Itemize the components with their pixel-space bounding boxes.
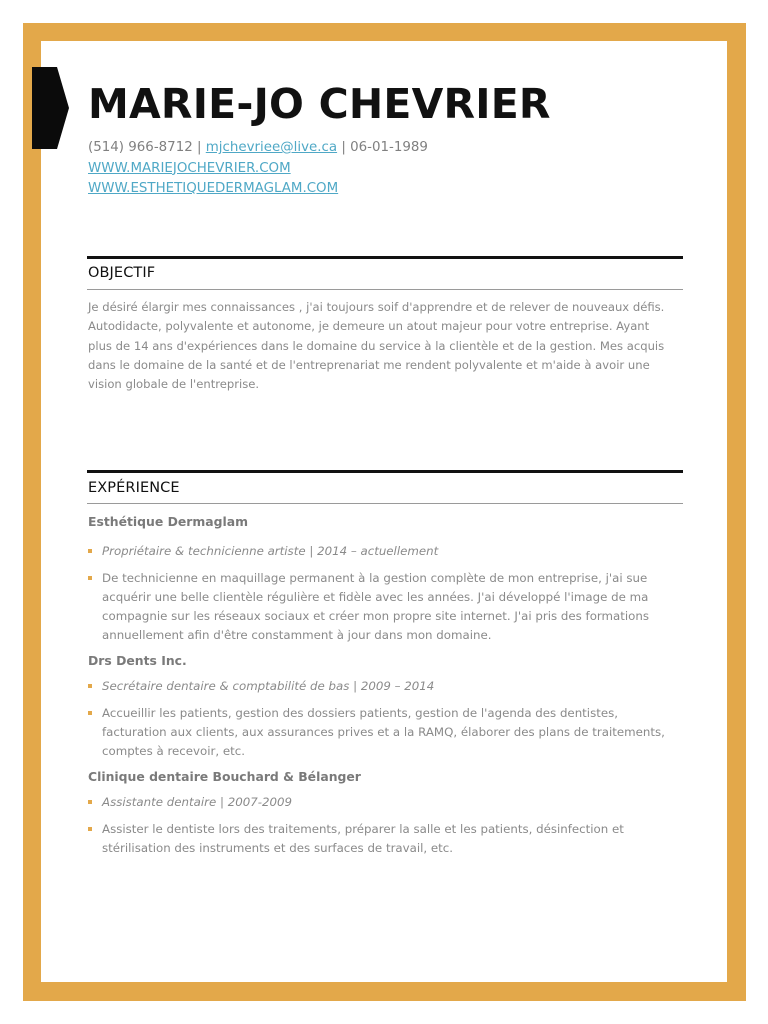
square-bullet-icon (88, 684, 92, 688)
experience-list (88, 512, 678, 858)
job-description-text: De technicienne en maquillage permanent à la gestion complète de mon entreprise, j'ai sue acquérir une belle clientèle régulière et fidèle avec les années. J'ai développé l'image de ma compagnie sur les réseaux sociaux et créer mon propre site internet. J'ai pris des formations annuellement afin d'être constamment à jour dans mon domaine. (102, 571, 650, 642)
job-description-text: Assister le dentiste lors des traitements, préparer la salle et les patients, désinfection et stérilisation des instruments et des surfaces de travail, etc. (102, 822, 624, 855)
job-role (88, 677, 678, 696)
square-bullet-icon (88, 549, 92, 553)
phone-number: (514) 966-8712 (88, 140, 193, 155)
job-role-text: Assistante dentaire | 2007-2009 (102, 795, 292, 809)
square-bullet-icon (88, 576, 92, 580)
separator: | (192, 140, 206, 155)
job-description-text: Accueillir les patients, gestion des dossiers patients, gestion de l'agenda des dentistes, facturation aux clients, aux assurances prives et a la RAMQ, élaborer des plans de traitements, comptes à recevoir, etc. (102, 706, 665, 758)
contact-block (88, 138, 688, 200)
website-link-business[interactable]: WWW.ESTHETIQUEDERMAGLAM.COM (88, 181, 339, 196)
job-role (88, 542, 678, 561)
square-bullet-icon (88, 711, 92, 715)
job-role (88, 793, 678, 812)
job-description (88, 569, 678, 645)
candidate-name: MARIE-JO CHEVRIER (88, 80, 551, 128)
objective-text: Je désiré élargir mes connaissances , j'ai toujours soif d'apprendre et de relever de nouveaux défis. Autodidacte, polyvalente et autonome, je demeure un atout majeur pour votre entreprise. Ayant plus de 14 ans d'expériences dans le domaine du service à la clientèle et de la gestion. Mes acquis dans le domaine de la santé et de l'entreprenariat me rendent polyvalente et m'aide à avoir une vision globale de l'entreprise. (88, 300, 665, 392)
separator: | (337, 140, 351, 155)
section-divider (87, 503, 683, 504)
employer-name: Clinique dentaire Bouchard & Bélanger (88, 769, 361, 784)
section-rule (87, 256, 683, 259)
website-link-personal[interactable]: WWW.MARIEJOCHEVRIER.COM (88, 160, 291, 176)
section-divider (87, 289, 683, 290)
square-bullet-icon (88, 827, 92, 831)
square-bullet-icon (88, 800, 92, 804)
job-description (88, 704, 678, 761)
birthdate: 06-01-1989 (350, 140, 428, 155)
employer-name: Esthétique Dermaglam (88, 514, 249, 529)
website-line (88, 179, 688, 200)
section-rule (87, 470, 683, 473)
employer-name: Drs Dents Inc. (88, 653, 187, 668)
job-role-text: Secrétaire dentaire & comptabilité de bas | 2009 – 2014 (102, 679, 435, 693)
email-link[interactable]: mjchevriee@live.ca (205, 140, 338, 155)
job-role-text: Propriétaire & technicienne artiste | 2014 – actuellement (102, 544, 439, 558)
objective-heading: OBJECTIF (88, 265, 156, 281)
website-line (88, 159, 688, 180)
job-description (88, 820, 678, 858)
experience-heading: EXPÉRIENCE (88, 480, 180, 496)
contact-line (88, 138, 688, 159)
tab-marker-icon (32, 67, 70, 149)
